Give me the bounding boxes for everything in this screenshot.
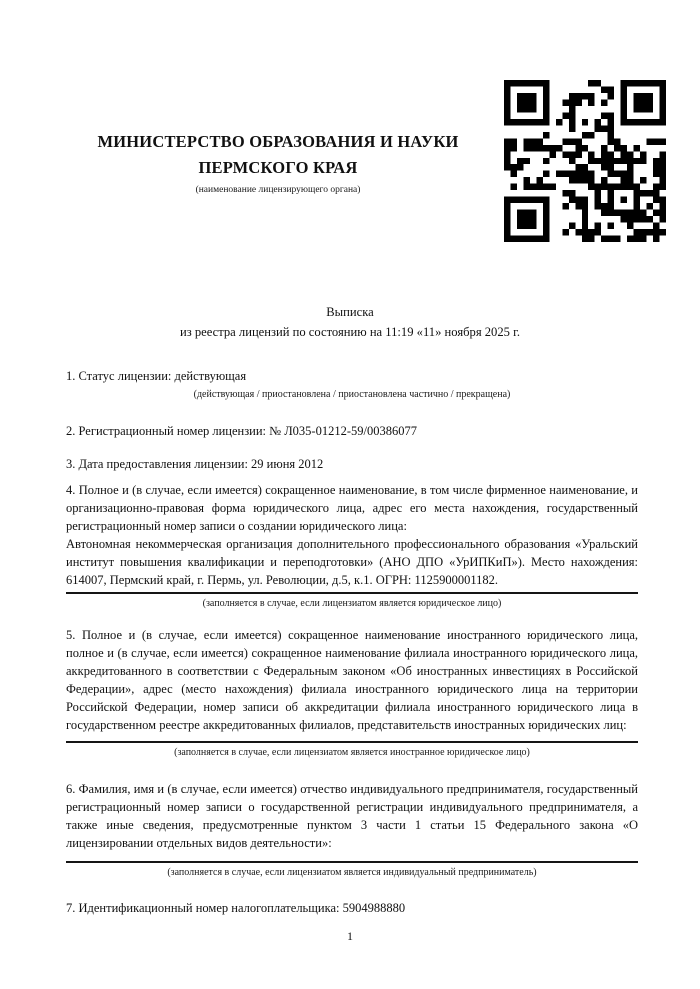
qr-code-icon [504, 80, 666, 242]
document-body [66, 367, 638, 917]
document-title-line2: из реестра лицензий по состоянию на 11:19 «11» ноября 2025 г. [179, 325, 520, 339]
licensing-authority-header [64, 129, 492, 196]
document-title [64, 302, 636, 342]
item-7-taxpayer-number: 7. Идентификационный номер налогоплательщика: 5904988880 [66, 901, 406, 915]
item-1-status-options-caption: (действующая / приостановлена / приостановлена частично / прекращена) [193, 389, 511, 400]
ministry-name-caption: (наименование лицензирующего органа) [195, 185, 361, 195]
item-1-license-status: 1. Статус лицензии: действующая [66, 369, 247, 383]
item-5-fill-caption: (заполняется в случае, если лицензиатом является иностранное юридическое лицо) [174, 747, 530, 758]
ministry-name-line1: МИНИСТЕРСТВО ОБРАЗОВАНИЯ И НАУКИ [97, 132, 459, 151]
item-5-foreign-entity-heading: 5. Полное и (в случае, если имеется) сокращенное наименование иностранного юридического лица, полное и (в случае, если имеется) сокращенное наименование филиала иностранного юридического лица, аккредитованного в соответствии с Федеральным законом «Об иностранных инвестициях в Российской Федерации», адрес (место нахождения) филиала иностранного юридического лица на территории Российской Федерации, номер записи об аккредитации филиала иностранного юридического лица в государственном реестре аккредитованных филиалов, представительств иностранных юридических лиц: [66, 628, 638, 732]
item-6-entrepreneur-heading: 6. Фамилия, имя и (в случае, если имеется) отчество индивидуального предпринимателя, государственный регистрационный номер записи о государственной регистрации индивидуального предпринимателя, а также иные сведения, предусмотренные пунктом 3 части 1 статьи 15 Федерального закона «О лицензировании отдельных видов деятельности»: [66, 782, 638, 850]
item-4-legal-entity-heading: 4. Полное и (в случае, если имеется) сокращенное наименование, в том числе фирменное наименование, и организационно-правовая форма юридического лица, адрес его места нахождения, государственный регистрационный номер записи о создании юридического лица: [66, 483, 638, 533]
item-5-divider-line [66, 741, 638, 743]
item-2-registration-number: 2. Регистрационный номер лицензии: № Л035-01212-59/00386077 [66, 424, 417, 438]
document-title-line1: Выписка [326, 305, 374, 319]
item-4-divider-line [66, 592, 638, 594]
item-6-fill-caption: (заполняется в случае, если лицензиатом является индивидуальный предприниматель) [167, 867, 537, 878]
item-3-license-date: 3. Дата предоставления лицензии: 29 июня 2012 [66, 457, 324, 471]
item-4-legal-entity-value: Автономная некоммерческая организация дополнительного профессионального образования «Уральский институт повышения квалификации и переподготовки» (АНО ДПО «УрИПКиП»). Место нахождения: 614007, Пермский край, г. Пермь, ул. Революции, д.5, к.1. ОГРН: 1125900001182. [66, 537, 638, 587]
ministry-name-line2: ПЕРМСКОГО КРАЯ [198, 158, 358, 177]
item-4-fill-caption: (заполняется в случае, если лицензиатом является юридическое лицо) [202, 598, 502, 609]
item-6-divider-line [66, 861, 638, 863]
page-number: 1 [347, 929, 353, 943]
